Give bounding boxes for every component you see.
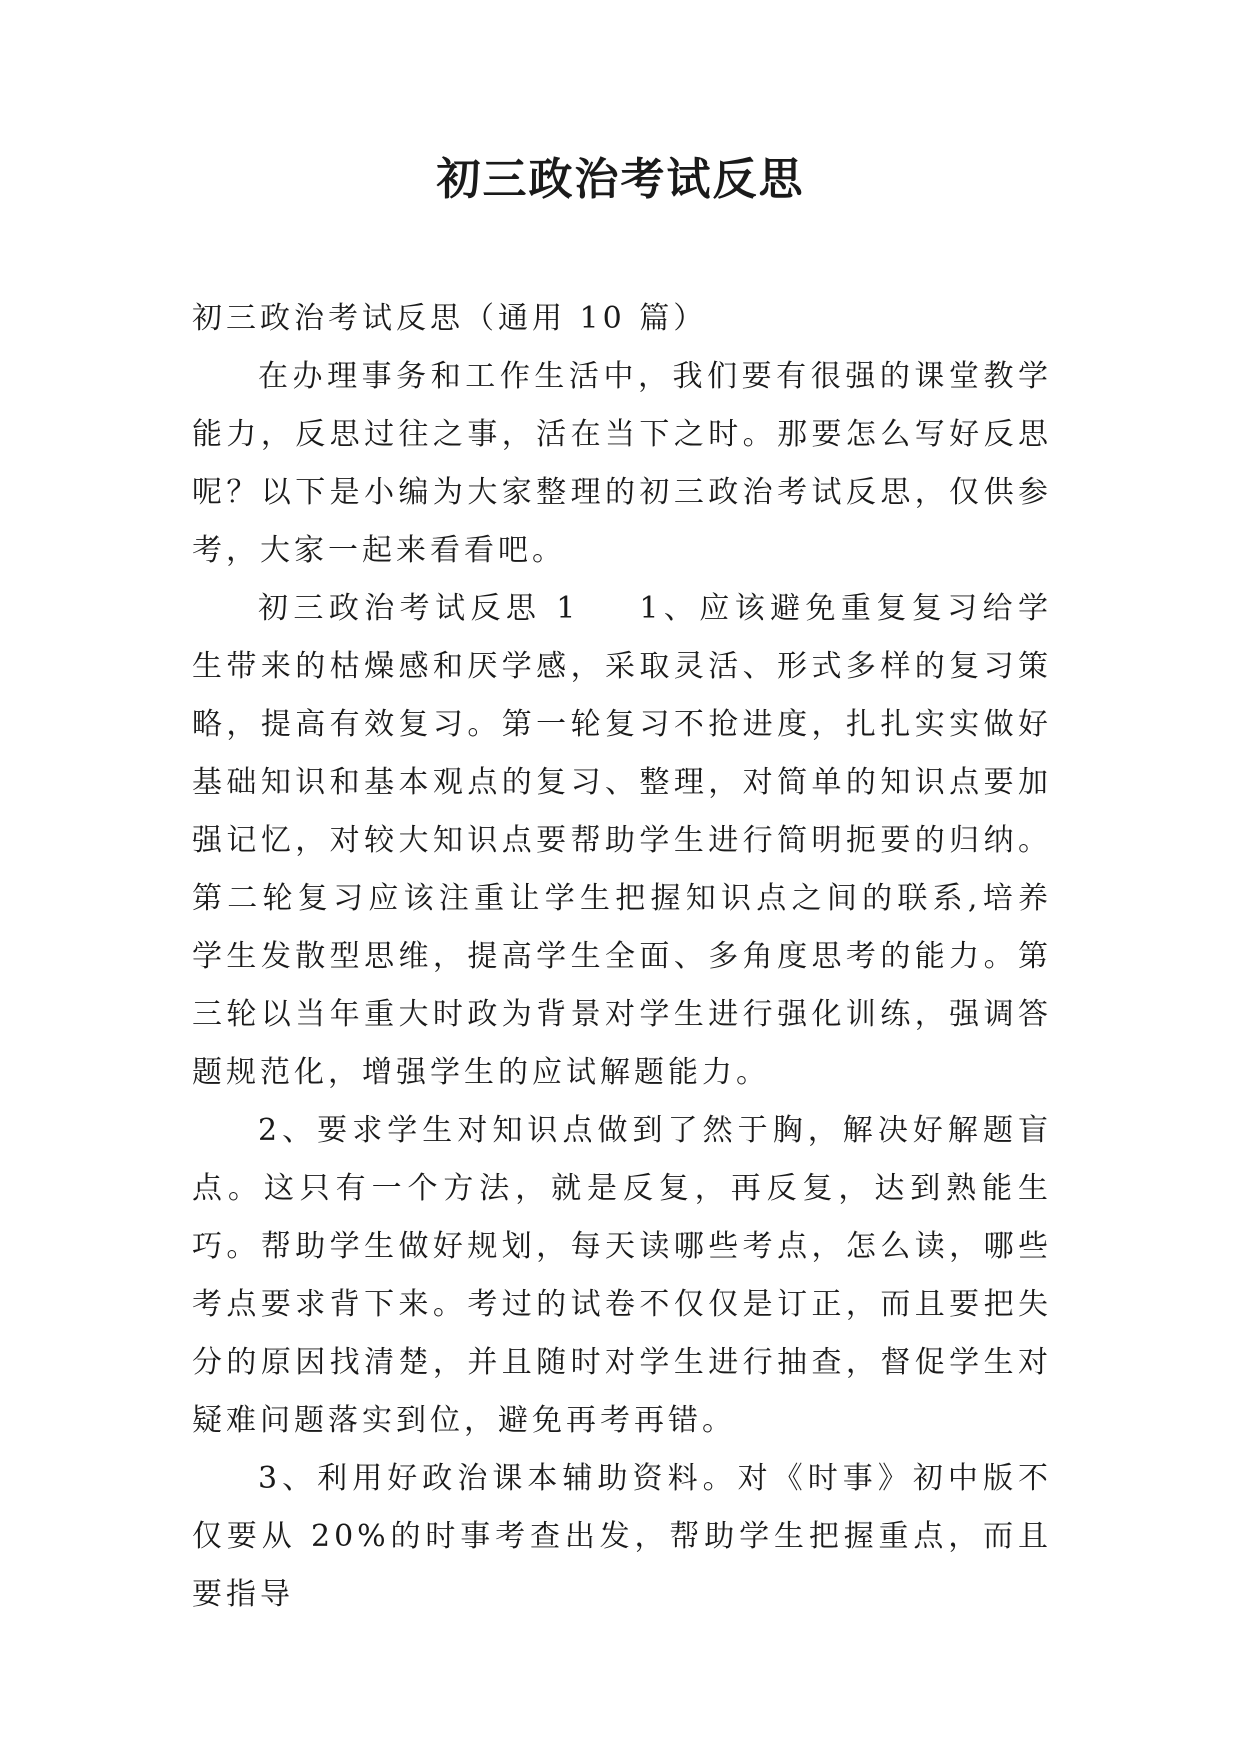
section-heading: 初三政治考试反思 1 [258,591,580,626]
intro-paragraph: 在办理事务和工作生活中，我们要有很强的课堂教学能力，反思过往之事，活在当下之时。那要怎么写好反思呢？以下是小编为大家整理的初三政治考试反思，仅供参考，大家一起来看看吧。 [192,359,1052,568]
section-1-paragraph [192,580,1052,1102]
document-title: 初三政治考试反思 [436,154,805,205]
paragraph-text: 1、应该避免重复复习给学生带来的枯燥感和厌学感，采取灵活、形式多样的复习策略，提高有效复习。第一轮复习不抢进度，扎扎实实做好基础知识和基本观点的复习、整理，对简单的知识点要加强记忆，对较大知识点要帮助学生进行简明扼要的归纳。第二轮复习应该注重让学生把握知识点之间的联系,培养学生发散型思维，提高学生全面、多角度思考的能力。第三轮以当年重大时政为背景对学生进行强化训练，强调答题规范化，增强学生的应试解题能力。 [192,591,1053,1090]
paragraph: 2、要求学生对知识点做到了然于胸，解决好解题盲点。这只有一个方法，就是反复，再反复，达到熟能生巧。帮助学生做好规划，每天读哪些考点，怎么读，哪些考点要求背下来。考过的试卷不仅仅是订正，而且要把失分的原因找清楚，并且随时对学生进行抽查，督促学生对疑难问题落实到位，避免再考再错。 [192,1113,1052,1438]
paragraph: 3、利用好政治课本辅助资料。对《时事》初中版不仅要从 20%的时事考查出发，帮助学生把握重点，而且要指导 [192,1461,1052,1612]
document-body [192,290,1052,1624]
document-subtitle: 初三政治考试反思（通用 10 篇） [192,301,708,336]
